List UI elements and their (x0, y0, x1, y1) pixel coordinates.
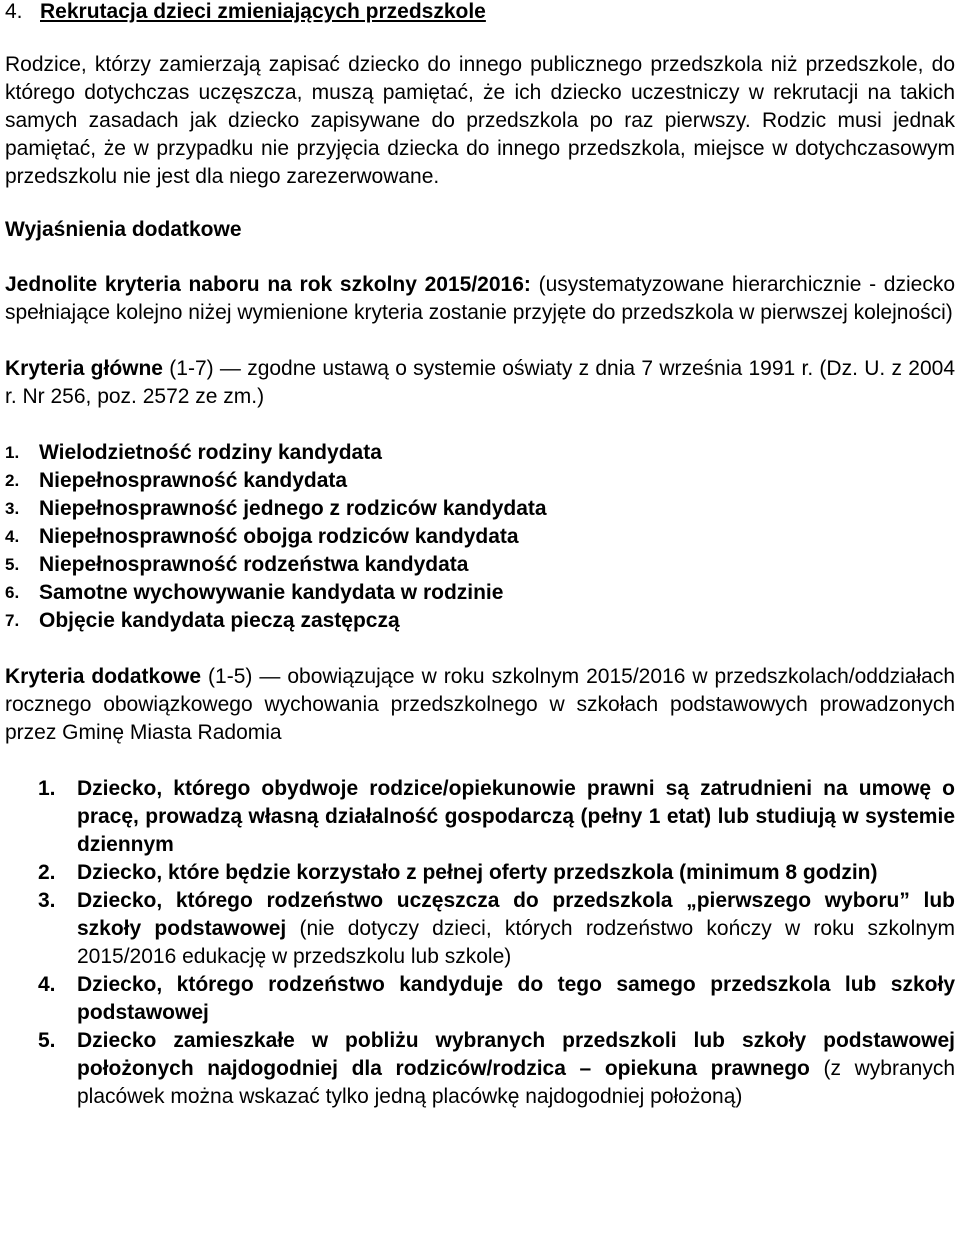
intro-paragraph: Rodzice, którzy zamierzają zapisać dziecko do innego publicznego przedszkola niż przedszkole, do którego dotychczas uczęszcza, muszą pamiętać, że ich dziecko uczestniczy w rekrutacji na takich samych zasadach jak dziecko zapisywane do przedszkola po raz pierwszy. Rodzic musi jednak pamiętać, że w przypadku nie przyjęcia dziecka do innego przedszkola, miejsce w dotychczasowym przedszkolu nie jest dla niego zarezerwowane. (5, 53, 955, 188)
list-item-text: Samotne wychowywanie kandydata w rodzinie (39, 581, 504, 604)
list-item-number: 2. (5, 471, 20, 490)
list-item-rest: (z wybranych placówek można wskazać tylko jedną placówkę najdogodniej położoną) (77, 1057, 955, 1108)
extra-criteria-text: (1-5) — obowiązujące w roku szkolnym 2015/2016 w przedszkolach/oddziałach rocznego obowiązkowego wychowania przedszkolnego w szkołach podstawowych prowadzonych przez Gminę Miasta Radomia (5, 665, 955, 744)
list-item-text: Niepełnosprawność obojga rodziców kandydata (39, 525, 519, 548)
extra-criteria-list (5, 775, 955, 1111)
list-item (5, 607, 955, 635)
list-item-bold: Dziecko, które będzie korzystało z pełnej oferty przedszkola (minimum 8 godzin) (77, 861, 878, 884)
list-item-text (77, 887, 955, 971)
list-item-number: 1. (5, 443, 20, 462)
section-title: Rekrutacja dzieci zmieniających przedszkole (40, 0, 486, 23)
list-item (5, 495, 955, 523)
list-item (38, 1027, 955, 1111)
criteria-intro-paragraph (5, 271, 955, 327)
list-item-number: 4. (5, 527, 20, 546)
criteria-intro-text: (usystematyzowane hierarchicznie - dziecko spełniające kolejno niżej wymienione kryteria zostanie przyjęte do przedszkola w pierwszej kolejności) (5, 273, 956, 324)
list-item (38, 859, 955, 887)
list-item-number: 3. (5, 499, 20, 518)
list-item-text (77, 859, 955, 887)
list-item-text (77, 775, 955, 859)
section-heading (5, 0, 955, 26)
list-item-text: Niepełnosprawność kandydata (39, 469, 348, 492)
list-item (5, 439, 955, 467)
list-item-number: 4. (38, 973, 56, 996)
extra-criteria-paragraph (5, 663, 955, 747)
list-item (5, 579, 955, 607)
main-criteria-list (5, 439, 955, 635)
list-item-number: 5. (5, 555, 20, 574)
additional-explanations-title: Wyjaśnienia dodatkowe (5, 218, 242, 241)
list-item-text: Niepełnosprawność rodzeństwa kandydata (39, 553, 469, 576)
list-item-bold: Dziecko, którego rodzeństwo kandyduje do tego samego przedszkola lub szkoły podstawowej (77, 973, 955, 1024)
list-item (38, 775, 955, 859)
list-item-number: 7. (5, 611, 20, 630)
list-item-number: 1. (38, 777, 56, 800)
section-number: 4. (5, 0, 23, 23)
list-item (5, 467, 955, 495)
list-item-bold: Dziecko, którego obydwoje rodzice/opiekunowie prawni są zatrudnieni na umowę o pracę, prowadzą własną działalność gospodarczą (pełny 1 etat) lub studiują w systemie dziennym (77, 777, 955, 856)
list-item-text: Wielodzietność rodziny kandydata (39, 441, 382, 464)
list-item-number: 6. (5, 583, 20, 602)
list-item-number: 5. (38, 1029, 56, 1052)
main-criteria-text: (1-7) — zgodne ustawą o systemie oświaty z dnia 7 września 1991 r. (Dz. U. z 2004 r. Nr 256, poz. 2572 ze zm.) (5, 357, 955, 408)
list-item-text: Niepełnosprawność jednego z rodziców kandydata (39, 497, 547, 520)
list-item-number: 3. (38, 889, 56, 912)
list-item-bold: Dziecko, którego rodzeństwo uczęszcza do przedszkola „pierwszego wyboru” lub szkoły podstawowej (77, 889, 955, 940)
main-criteria-bold: Kryteria główne (5, 357, 163, 380)
list-item-bold: Dziecko zamieszkałe w pobliżu wybranych przedszkoli lub szkoły podstawowej położonych najdogodniej dla rodziców/rodzica – opiekuna prawnego (77, 1029, 955, 1080)
list-item-text (77, 1027, 955, 1111)
list-item (38, 887, 955, 971)
list-item (5, 523, 955, 551)
list-item (38, 971, 955, 1027)
list-item-number: 2. (38, 861, 56, 884)
criteria-intro-bold: Jednolite kryteria naboru na rok szkolny 2015/2016: (5, 273, 531, 296)
list-item-text (77, 971, 955, 1027)
list-item-text: Objęcie kandydata pieczą zastępczą (39, 609, 400, 632)
main-criteria-paragraph (5, 355, 955, 411)
extra-criteria-bold: Kryteria dodatkowe (5, 665, 202, 688)
list-item (5, 551, 955, 579)
list-item-rest: (nie dotyczy dzieci, których rodzeństwo kończy w roku szkolnym 2015/2016 edukację w przedszkolu lub szkole) (77, 917, 955, 968)
